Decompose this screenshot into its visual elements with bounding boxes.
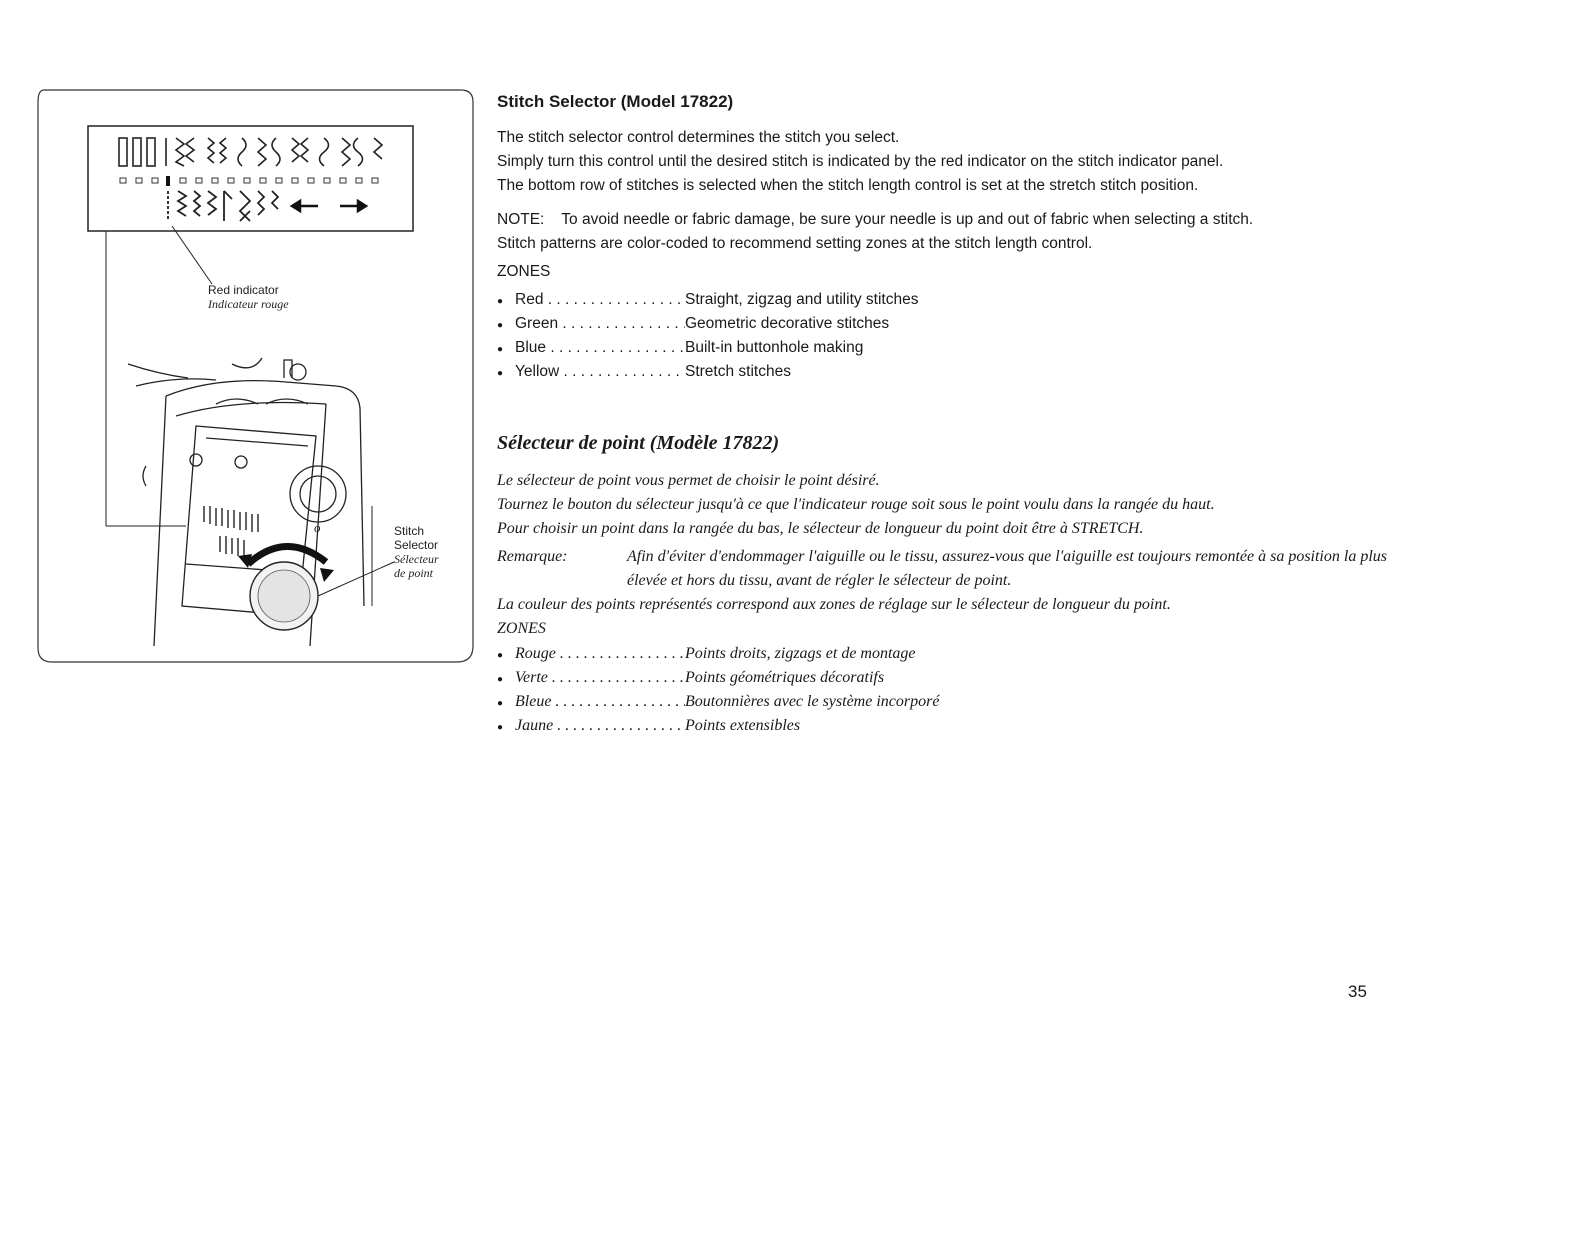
- zone-desc: Points géométriques décoratifs: [685, 669, 885, 686]
- zone-desc: Geometric decorative stitches: [685, 315, 890, 332]
- zone-desc: Points droits, zigzags et de montage: [685, 645, 916, 662]
- french-paragraph: Pour choisir un point dans la rangée du bas, le sélecteur de longueur du point doit être à STRETCH.: [497, 520, 1144, 537]
- list-item: [497, 288, 1557, 312]
- zone-name: Red . . .: [515, 288, 685, 312]
- english-paragraph: Simply turn this control until the desired stitch is indicated by the red indicator on the stitch indicator panel.: [497, 153, 1224, 170]
- zone-name: Verte . . .: [515, 669, 685, 687]
- list-item: [497, 717, 1557, 741]
- bullet-icon: ●: [497, 296, 504, 307]
- list-item: [497, 360, 1557, 384]
- bullet-icon: ●: [497, 650, 504, 661]
- french-zones-title: ZONES: [497, 620, 546, 637]
- stitch-selector-label: [394, 524, 439, 580]
- stitch-selector-label-en-1: Stitch: [394, 524, 425, 538]
- svg-text:o: o: [314, 520, 321, 535]
- english-note-line: Stitch patterns are color-coded to recommend setting zones at the stitch length control.: [497, 235, 1093, 252]
- zone-desc: Boutonnières avec le système incorporé: [685, 693, 940, 710]
- list-item: [497, 336, 1557, 360]
- bullet-icon: ●: [497, 320, 504, 331]
- french-heading: Sélecteur de point (Modèle 17822): [497, 432, 780, 454]
- french-section: [497, 432, 1557, 741]
- bullet-icon: ●: [497, 368, 504, 379]
- red-indicator-label-fr: Indicateur rouge: [208, 297, 289, 311]
- list-item: [497, 645, 1557, 669]
- french-remarque: [497, 545, 1557, 593]
- zone-desc: Stretch stitches: [685, 363, 791, 380]
- list-item: [497, 312, 1557, 336]
- zone-name: Bleue . . .: [515, 693, 685, 711]
- list-item: [497, 669, 1557, 693]
- english-paragraph: The bottom row of stitches is selected when the stitch length control is set at the stretch stitch position.: [497, 177, 1199, 194]
- machine-drawing: [36, 86, 481, 676]
- stitch-selector-label-fr-2: de point: [394, 566, 433, 580]
- english-paragraph: The stitch selector control determines the stitch you select.: [497, 129, 900, 146]
- zone-name: Yellow . . .: [515, 360, 685, 384]
- zone-name: Rouge . . .: [515, 645, 685, 663]
- remarque-body: Afin d'éviter d'endommager l'aiguille ou le tissu, assurez-vous que l'aiguille est toujours remontée à sa position la plus élevée et hors du tissu, avant de régler le sélecteur de point.: [627, 548, 1387, 589]
- stitch-selector-label-en-2: Selector: [394, 538, 439, 552]
- red-indicator-label: [208, 283, 289, 311]
- remarque-label: Remarque:: [497, 548, 568, 565]
- english-zones-list: [497, 288, 1557, 384]
- bullet-icon: ●: [497, 674, 504, 685]
- list-item: [497, 693, 1557, 717]
- english-zones-title: ZONES: [497, 263, 551, 280]
- bullet-icon: ●: [497, 698, 504, 709]
- bullet-icon: ●: [497, 722, 504, 733]
- zone-desc: Built-in buttonhole making: [685, 339, 864, 356]
- english-section: [497, 92, 1557, 384]
- english-note: NOTE: To avoid needle or fabric damage, be sure your needle is up and out of fabric when selecting a stitch.: [497, 211, 1254, 228]
- french-colour-note: La couleur des points représentés correspond aux zones de réglage sur le sélecteur de longueur du point.: [497, 596, 1171, 613]
- bullet-icon: ●: [497, 344, 504, 355]
- french-zones-list: [497, 645, 1557, 741]
- zone-name: Jaune . . .: [515, 717, 685, 735]
- page-number: 35: [1348, 982, 1367, 1001]
- zone-name: Green . . .: [515, 312, 685, 336]
- french-paragraph: Le sélecteur de point vous permet de choisir le point désiré.: [497, 472, 880, 489]
- stitch-selector-illustration: [36, 86, 481, 676]
- zone-desc: Points extensibles: [685, 717, 801, 734]
- red-indicator-label-en: Red indicator: [208, 283, 279, 297]
- french-paragraph: Tournez le bouton du sélecteur jusqu'à ce que l'indicateur rouge soit sous le point voulu dans la rangée du haut.: [497, 496, 1215, 513]
- zone-desc: Straight, zigzag and utility stitches: [685, 291, 919, 308]
- zone-name: Blue . . .: [515, 336, 685, 360]
- english-heading: Stitch Selector (Model 17822): [497, 92, 734, 111]
- stitch-selector-label-fr-1: Sélecteur: [394, 552, 439, 566]
